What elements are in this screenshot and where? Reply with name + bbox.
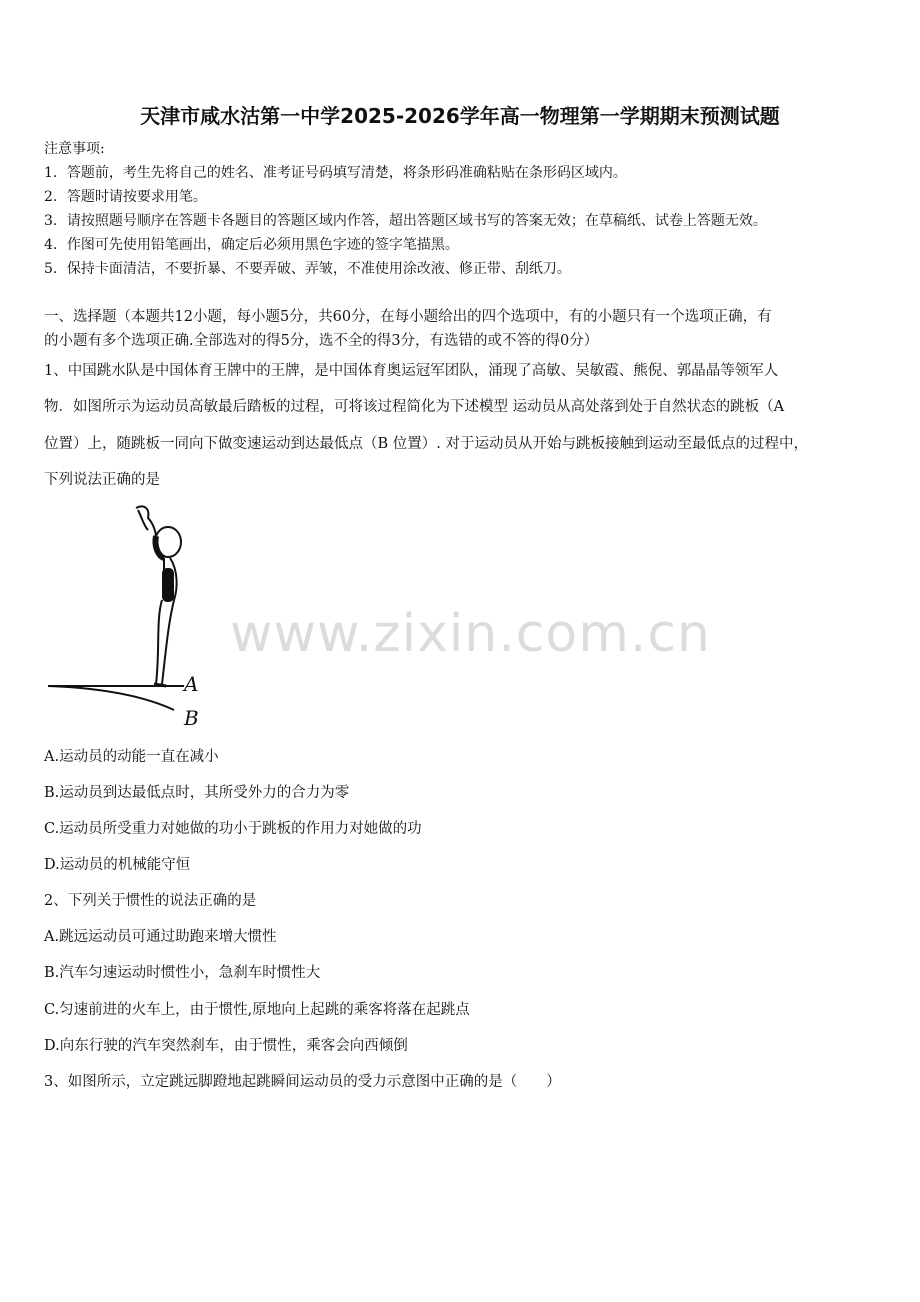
- notice-item: 5．保持卡面清洁，不要折暴、不要弄破、弄皱，不准使用涂改液、修正带、刮纸刀。: [44, 261, 571, 277]
- notice-heading: 注意事项:: [44, 141, 105, 157]
- q1-option-d: D.运动员的机械能守恒: [44, 857, 191, 873]
- q1-stem-line: 下列说法正确的是: [44, 472, 160, 488]
- q1-option-a: A.运动员的动能一直在减小: [44, 749, 219, 765]
- q1-stem-line: 物．如图所示为运动员高敏最后踏板的过程，可将该过程简化为下述模型 运动员从高处落到处于自然状态的跳板（A: [44, 399, 785, 415]
- q1-stem-line: 位置）上，随跳板一同向下做变速运动到达最低点（B 位置）. 对于运动员从开始与跳板接触到运动至最低点的过程中，: [44, 436, 808, 452]
- diver-springboard-figure: [44, 500, 224, 735]
- watermark: www.zixin.com.cn: [230, 604, 711, 664]
- diver-illustration: [44, 500, 224, 735]
- q1-option-c: C.运动员所受重力对她做的功小于跳板的作用力对她做的功: [44, 821, 422, 837]
- notice-item: 1．答题前，考生先将自己的姓名、准考证号码填写清楚，将条形码准确粘贴在条形码区域内。: [44, 165, 627, 181]
- page-title: 天津市咸水沽第一中学2025-2026学年高一物理第一学期期末预测试题: [140, 104, 780, 128]
- q3-stem: 3、如图所示，立定跳远脚蹬地起跳瞬间运动员的受力示意图中正确的是（ ）: [44, 1074, 561, 1090]
- notice-item: 3．请按照题号顺序在答题卡各题目的答题区域内作答，超出答题区域书写的答案无效；在草稿纸、试卷上答题无效。: [44, 213, 767, 229]
- q2-stem: 2、下列关于惯性的说法正确的是: [44, 893, 257, 909]
- q1-option-b: B.运动员到达最低点时，其所受外力的合力为零: [44, 785, 350, 801]
- label-b: B: [184, 706, 199, 730]
- q2-option-a: A.跳远运动员可通过助跑来增大惯性: [44, 929, 277, 945]
- section-heading-line-2: 的小题有多个选项正确.全部选对的得5分，选不全的得3分，有选错的或不答的得0分）: [44, 333, 599, 349]
- q2-option-d: D.向东行驶的汽车突然刹车，由于惯性，乘客会向西倾倒: [44, 1038, 408, 1054]
- q1-stem-line: 1、中国跳水队是中国体育王牌中的王牌，是中国体育奥运冠军团队，涌现了高敏、吴敏霞、熊倪、郭晶晶等领军人: [44, 363, 779, 379]
- section-heading-line-1: 一、选择题（本题共12小题，每小题5分，共60分，在每小题给出的四个选项中，有的小题只有一个选项正确，有: [44, 309, 772, 325]
- notice-item: 2．答题时请按要求用笔。: [44, 189, 207, 205]
- q2-option-c: C.匀速前进的火车上，由于惯性,原地向上起跳的乘客将落在起跳点: [44, 1002, 470, 1018]
- label-a: A: [184, 672, 199, 696]
- notice-item: 4．作图可先使用铅笔画出，确定后必须用黑色字迹的签字笔描黑。: [44, 237, 459, 253]
- q2-option-b: B.汽车匀速运动时惯性小，急刹车时惯性大: [44, 965, 321, 981]
